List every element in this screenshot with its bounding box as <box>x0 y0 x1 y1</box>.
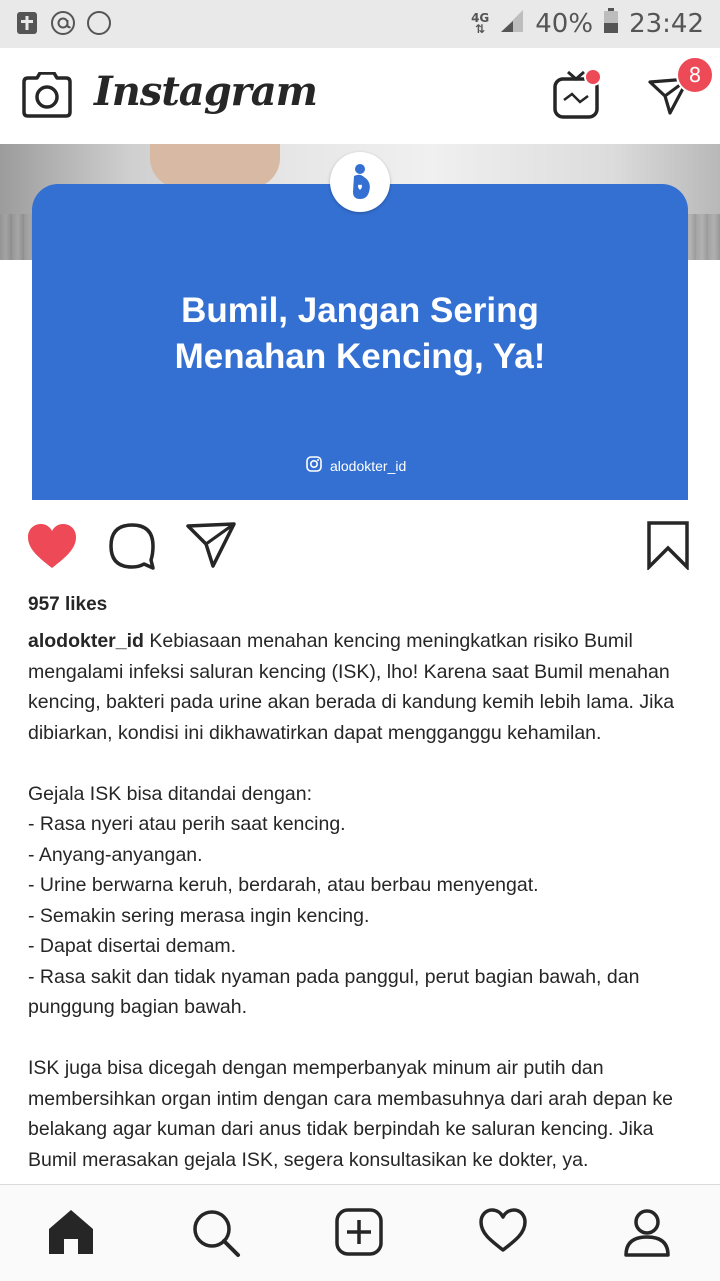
caption-closing: ISK juga bisa dicegah dengan memperbanyak minum air putih dan membersihkan organ intim dengan cara membasuhnya dari arah depan ke belakang agar kuman dari anus tidak berpindah ke saluran kencing. Jika Bumil merasakan gejala ISK, segera konsultasikan ke dokter, ya. <box>28 1057 673 1171</box>
alodokter-logo <box>330 152 390 212</box>
post-actions <box>0 500 720 590</box>
post-image[interactable] <box>0 144 720 500</box>
symptoms-intro: Gejala ISK bisa ditandai dengan: <box>28 782 313 805</box>
instagram-small-icon <box>306 456 322 475</box>
notification-icon <box>14 10 40 36</box>
image-title-line2: Menahan Kencing, Ya! <box>174 337 546 376</box>
share-icon[interactable] <box>186 522 236 572</box>
network-type: 4G ⇅ <box>471 11 490 36</box>
signal-icon <box>499 8 525 41</box>
new-post-icon[interactable] <box>334 1207 384 1261</box>
photo-feet <box>150 144 280 188</box>
app-header <box>0 48 720 145</box>
igtv-notification-dot <box>584 68 602 86</box>
image-title <box>0 288 720 380</box>
image-title-line1: Bumil, Jangan Sering <box>181 291 539 330</box>
status-bar <box>0 0 720 48</box>
clock: 23:42 <box>629 9 704 39</box>
battery-icon <box>603 8 619 41</box>
search-icon[interactable] <box>190 1207 242 1263</box>
circle-icon <box>86 10 112 36</box>
symptom-item: - Rasa sakit dan tidak nyaman pada panggul, perut bagian bawah, dan punggung bagian bawah. <box>28 965 640 1018</box>
caption-spacer <box>28 1023 698 1054</box>
likes-count[interactable]: 957 likes <box>28 594 108 615</box>
symptom-item: - Rasa nyeri atau perih saat kencing. <box>28 813 346 835</box>
caption-lead-text: Kebiasaan menahan kencing meningkatkan risiko Bumil mengalami infeksi saluran kencing (ISK), lho! Karena saat Bumil menahan kencing, bakteri pada urine akan berada di kandung kemih lebih lama. Jika dibiarkan, kondisi ini dikhawatirkan dapat mengganggu kehamilan. <box>28 630 675 744</box>
home-icon[interactable] <box>46 1207 96 1261</box>
symptom-item: - Dapat disertai demam. <box>28 935 237 957</box>
battery-percent: 40% <box>535 9 594 39</box>
symptom-item: - Anyang-anyangan. <box>28 843 203 866</box>
comment-icon[interactable] <box>108 522 156 574</box>
instagram-logo: Instagram <box>94 68 317 115</box>
bookmark-icon[interactable] <box>646 520 690 574</box>
caption-spacer <box>28 748 698 779</box>
caption-username[interactable]: alodokter_id <box>28 630 144 652</box>
at-icon <box>50 10 76 36</box>
caption-lead <box>28 626 698 748</box>
symptom-item: - Urine berwarna keruh, berdarah, atau berbau menyengat. <box>28 874 539 896</box>
profile-icon[interactable] <box>622 1207 672 1261</box>
direct-badge: 8 <box>676 56 714 94</box>
image-handle <box>306 456 406 475</box>
activity-icon[interactable] <box>478 1207 528 1257</box>
like-heart-icon[interactable] <box>26 522 78 574</box>
camera-icon[interactable] <box>22 72 72 122</box>
igtv-icon[interactable] <box>552 70 600 124</box>
symptom-item: - Semakin sering merasa ingin kencing. <box>28 904 370 927</box>
post-caption <box>28 626 698 1175</box>
bottom-navigation <box>0 1184 720 1281</box>
image-handle-text: alodokter_id <box>330 457 407 474</box>
